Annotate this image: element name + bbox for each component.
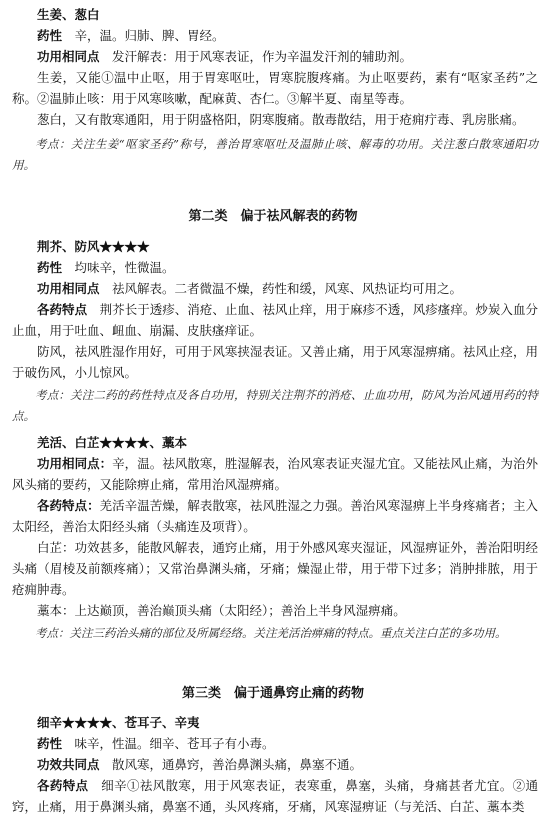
property-label: 药性 (37, 736, 63, 751)
entry-jingjie-fangfeng (12, 236, 538, 427)
characteristics-text: 羌活辛温苦燥，解表散寒，祛风胜湿之力强。善治风寒湿痹上半身疼痛者；主入太阳经，善治太阳经头痛（头痛连及项背）。 (12, 498, 538, 534)
entry-title: 细辛★★★★、苍耳子、辛夷 (37, 715, 200, 730)
shengjiang-paragraph: 生姜，又能①温中止呕，用于胃寒呕吐，胃寒脘腹疼痛。为止呕要药，素有“呕家圣药”之称。②温肺止咳：用于风寒咳嗽，配麻黄、杏仁。③解半夏、南星等毒。 (12, 70, 538, 106)
characteristics-text: 荆芥长于透疹、消疮、止血、祛风止痒，用于麻疹不透，风疹瘙痒。炒炭入血分止血，用于吐血、衄血、崩漏、皮肤瘙痒证。 (12, 302, 538, 338)
exam-note: 考点：关注生姜“呕家圣药”称号，善治胃寒呕吐及温肺止咳、解毒的功用。关注葱白散寒通阳功用。 (12, 137, 538, 172)
entry-xixin-cangerzi-xinyi (12, 712, 538, 817)
entry-qianghuo-baizhi-gaoben (12, 432, 538, 644)
entry-title: 荆芥、防风★★★★ (37, 239, 150, 254)
characteristics-label: 各药特点 (37, 778, 89, 793)
characteristics-line (12, 775, 538, 817)
property-line (12, 733, 538, 754)
common-function-label: 功用相同点 (37, 281, 100, 296)
exam-note: 考点：关注三药治头痛的部位及所属经络。关注羌活治痹痛的特点。重点关注白芷的多功用。 (35, 626, 507, 640)
common-function-label: 功用相同点 (37, 49, 100, 64)
common-function-line (12, 46, 538, 67)
property-label: 药性 (37, 260, 63, 275)
fangfeng-paragraph: 防风，祛风胜湿作用好，可用于风寒挟湿表证。又善止痛，用于风寒湿痹痛。祛风止痉，用于破伤风，小儿惊风。 (12, 344, 538, 380)
characteristics-label: 各药特点： (37, 498, 100, 513)
characteristics-line (12, 299, 538, 341)
entry-title: 生姜、葱白 (37, 7, 100, 22)
section-heading-3: 第三类 偏于通鼻窍止痛的药物 (181, 686, 364, 701)
characteristics-label: 各药特点 (37, 302, 88, 317)
property-text: 味辛，性温。细辛、苍耳子有小毒。 (74, 736, 275, 751)
common-function-line (12, 453, 538, 495)
property-text: 辛，温。归肺、脾、胃经。 (74, 28, 225, 43)
common-function-label: 功用相同点： (37, 456, 113, 471)
property-label: 药性 (37, 28, 63, 43)
exam-note: 考点：关注二药的药性特点及各自功用，特别关注荆芥的消疮、止血功用，防风为治风通用药的特点。 (12, 388, 538, 423)
entry-shengjiang-congbai (12, 4, 538, 176)
characteristics-text: 细辛①祛风散寒，用于风寒表证，表寒重，鼻塞，头痛，身痛甚者尤宜。②通窍，止痛，用于鼻渊头痛，鼻塞不通，头风疼痛，牙痛，风寒湿痹证（与羌活、白芷、藁本类 (12, 778, 538, 814)
property-line (12, 257, 538, 278)
common-function-label: 功效共同点 (37, 757, 100, 772)
property-line (12, 25, 538, 46)
section-heading-2: 第二类 偏于祛风解表的药物 (188, 209, 358, 224)
property-text: 均味辛，性微温。 (74, 260, 175, 275)
common-function-text: 辛，温。祛风散寒，胜湿解表，治风寒表证夹湿尤宜。又能祛风止痛，为治外风头痛的要药，又能除痹止痛，常用治风湿痹痛。 (12, 456, 538, 492)
common-function-line (12, 278, 538, 299)
gaoben-paragraph: 藁本：上达巅顶，善治巅顶头痛（太阳经）；善治上半身风湿痹痛。 (37, 603, 406, 618)
characteristics-line (12, 495, 538, 537)
entry-title: 羌活、白芷★★★★、藁本 (37, 435, 188, 450)
baizhi-paragraph: 白芷：功效甚多，能散风解表，通窍止痛，用于外感风寒夹湿证，风湿痹证外，善治阳明经头痛（眉棱及前额疼痛）；又常治鼻渊头痛，牙痛；燥湿止带，用于带下过多；消肿排脓，用于疮痈肿毒。 (12, 540, 538, 597)
common-function-text: 祛风解表。二者微温不燥，药性和缓，风寒、风热证均可用之。 (112, 281, 463, 296)
common-function-text: 发汗解表：用于风寒表证，作为辛温发汗剂的辅助剂。 (112, 49, 413, 64)
common-function-text: 散风寒，通鼻窍，善治鼻渊头痛，鼻塞不通。 (112, 757, 363, 772)
congbai-paragraph: 葱白，又有散寒通阳，用于阴盛格阳，阴寒腹痛。散毒散结，用于疮痈疔毒、乳房胀痛。 (37, 112, 525, 127)
common-function-line (12, 754, 538, 775)
